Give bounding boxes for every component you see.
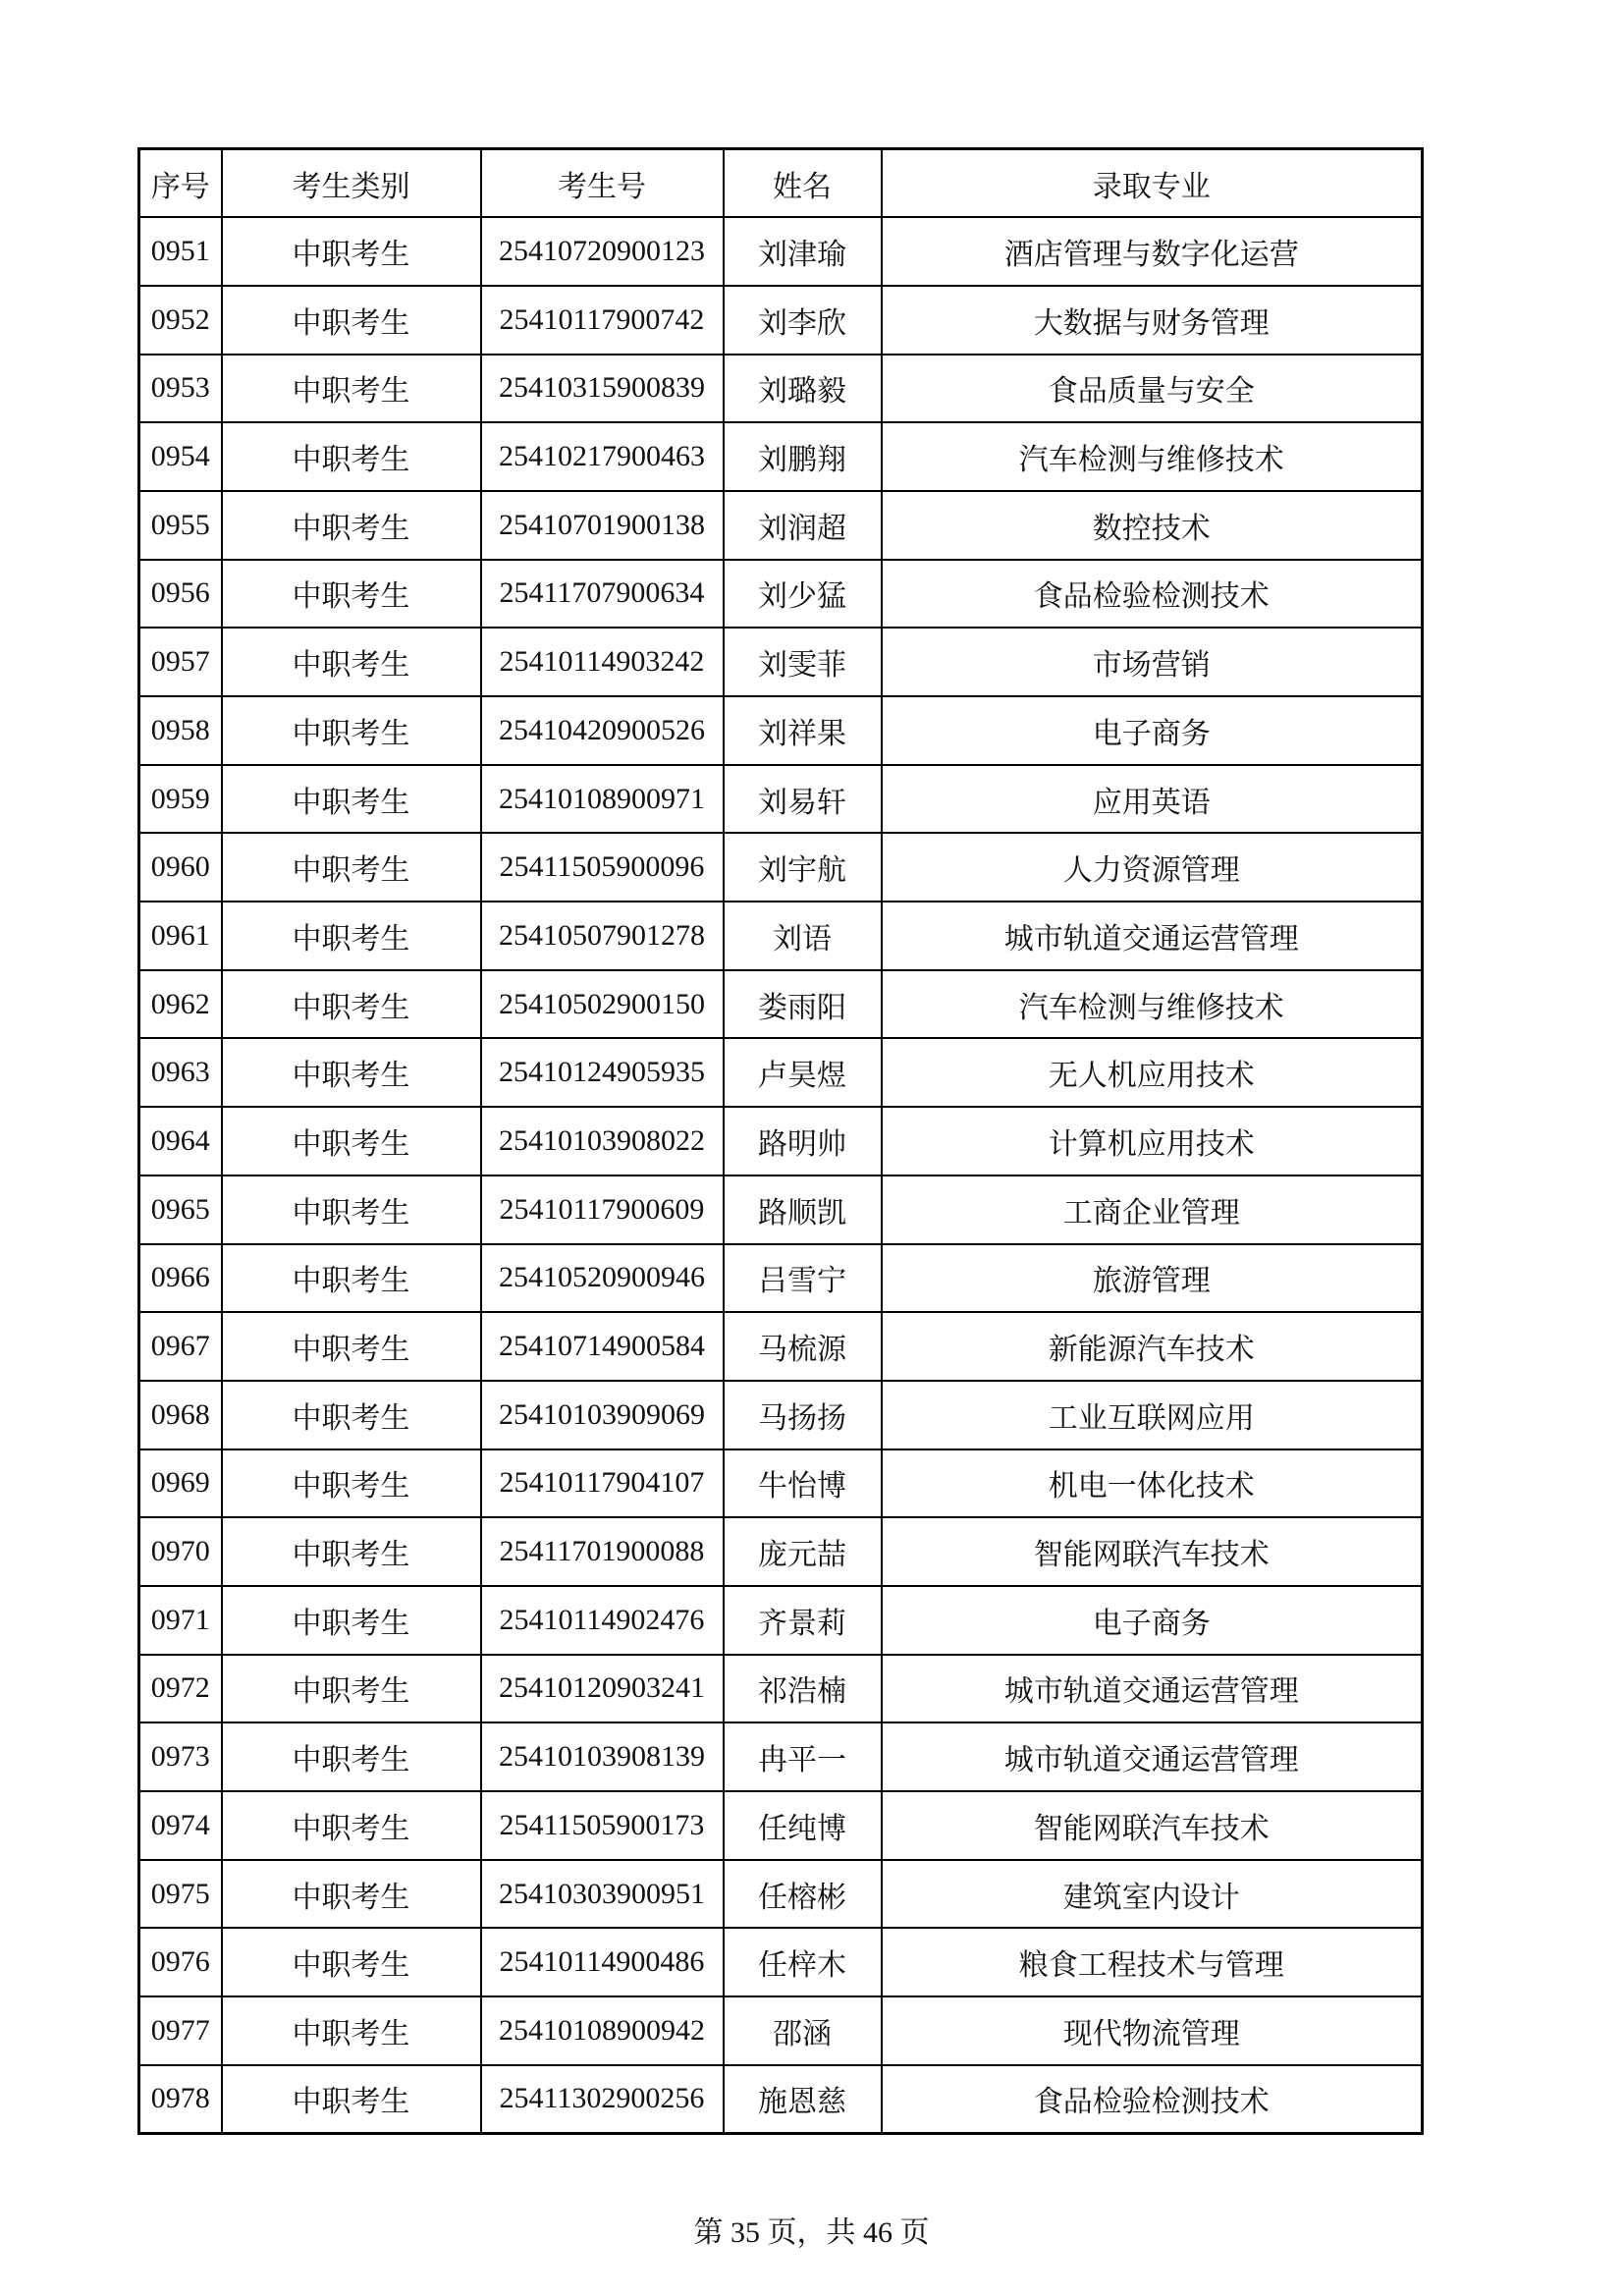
seq-cell: 0970 (139, 1517, 222, 1586)
exam-no-cell: 25410103909069 (481, 1381, 724, 1449)
major-cell: 粮食工程技术与管理 (882, 1928, 1423, 1996)
major-cell: 汽车检测与维修技术 (882, 970, 1423, 1039)
name-cell: 刘璐毅 (724, 355, 882, 423)
table-row (139, 696, 1423, 765)
table-row (139, 1722, 1423, 1791)
exam-no-cell: 25410108900971 (481, 765, 724, 834)
exam-no-cell: 25410520900946 (481, 1244, 724, 1313)
table-row (139, 1175, 1423, 1244)
seq-cell: 0953 (139, 355, 222, 423)
table-row (139, 833, 1423, 902)
category-cell: 中职考生 (222, 628, 481, 696)
category-cell: 中职考生 (222, 1312, 481, 1381)
category-cell: 中职考生 (222, 491, 481, 560)
name-cell: 刘语 (724, 902, 882, 970)
category-cell: 中职考生 (222, 1996, 481, 2065)
category-cell: 中职考生 (222, 696, 481, 765)
exam-no-cell: 25410117900609 (481, 1175, 724, 1244)
major-cell: 人力资源管理 (882, 833, 1423, 902)
seq-cell: 0952 (139, 286, 222, 355)
name-cell: 路明帅 (724, 1107, 882, 1175)
exam-no-cell: 25411302900256 (481, 2065, 724, 2134)
name-cell: 祁浩楠 (724, 1655, 882, 1723)
header-category: 考生类别 (222, 149, 481, 218)
exam-no-cell: 25410114902476 (481, 1586, 724, 1655)
seq-cell: 0968 (139, 1381, 222, 1449)
major-cell: 工业互联网应用 (882, 1381, 1423, 1449)
major-cell: 智能网联汽车技术 (882, 1517, 1423, 1586)
major-cell: 电子商务 (882, 1586, 1423, 1655)
major-cell: 现代物流管理 (882, 1996, 1423, 2065)
category-cell: 中职考生 (222, 1038, 481, 1107)
exam-no-cell: 25410507901278 (481, 902, 724, 970)
exam-no-cell: 25410114900486 (481, 1928, 724, 1996)
category-cell: 中职考生 (222, 1860, 481, 1929)
major-cell: 应用英语 (882, 765, 1423, 834)
major-cell: 无人机应用技术 (882, 1038, 1423, 1107)
category-cell: 中职考生 (222, 1722, 481, 1791)
name-cell: 娄雨阳 (724, 970, 882, 1039)
name-cell: 吕雪宁 (724, 1244, 882, 1313)
table-row (139, 2065, 1423, 2134)
table-row (139, 1860, 1423, 1929)
category-cell: 中职考生 (222, 1244, 481, 1313)
seq-cell: 0961 (139, 902, 222, 970)
seq-cell: 0971 (139, 1586, 222, 1655)
category-cell: 中职考生 (222, 1107, 481, 1175)
seq-cell: 0960 (139, 833, 222, 902)
exam-no-cell: 25410114903242 (481, 628, 724, 696)
name-cell: 施恩慈 (724, 2065, 882, 2134)
category-cell: 中职考生 (222, 217, 481, 286)
category-cell: 中职考生 (222, 765, 481, 834)
seq-cell: 0976 (139, 1928, 222, 1996)
header-major: 录取专业 (882, 149, 1423, 218)
exam-no-cell: 25410117900742 (481, 286, 724, 355)
seq-cell: 0967 (139, 1312, 222, 1381)
table-row (139, 355, 1423, 423)
table-row (139, 970, 1423, 1039)
category-cell: 中职考生 (222, 970, 481, 1039)
name-cell: 任榕彬 (724, 1860, 882, 1929)
exam-no-cell: 25410108900942 (481, 1996, 724, 2065)
table-body (139, 217, 1423, 2133)
major-cell: 城市轨道交通运营管理 (882, 902, 1423, 970)
header-name: 姓名 (724, 149, 882, 218)
major-cell: 数控技术 (882, 491, 1423, 560)
category-cell: 中职考生 (222, 560, 481, 629)
name-cell: 刘润超 (724, 491, 882, 560)
exam-no-cell: 25410103908139 (481, 1722, 724, 1791)
category-cell: 中职考生 (222, 2065, 481, 2134)
table-row (139, 1928, 1423, 1996)
name-cell: 刘津瑜 (724, 217, 882, 286)
seq-cell: 0962 (139, 970, 222, 1039)
header-exam-no: 考生号 (481, 149, 724, 218)
seq-cell: 0965 (139, 1175, 222, 1244)
name-cell: 刘鹏翔 (724, 422, 882, 491)
major-cell: 食品检验检测技术 (882, 560, 1423, 629)
exam-no-cell: 25410315900839 (481, 355, 724, 423)
table-row (139, 1244, 1423, 1313)
major-cell: 城市轨道交通运营管理 (882, 1655, 1423, 1723)
seq-cell: 0969 (139, 1449, 222, 1518)
name-cell: 刘雯菲 (724, 628, 882, 696)
table-row (139, 286, 1423, 355)
table-row (139, 1586, 1423, 1655)
table-row (139, 1038, 1423, 1107)
header-seq: 序号 (139, 149, 222, 218)
table-row (139, 1655, 1423, 1723)
major-cell: 机电一体化技术 (882, 1449, 1423, 1518)
seq-cell: 0959 (139, 765, 222, 834)
seq-cell: 0975 (139, 1860, 222, 1929)
seq-cell: 0958 (139, 696, 222, 765)
exam-no-cell: 25410701900138 (481, 491, 724, 560)
major-cell: 智能网联汽车技术 (882, 1791, 1423, 1860)
exam-no-cell: 25410720900123 (481, 217, 724, 286)
name-cell: 刘祥果 (724, 696, 882, 765)
category-cell: 中职考生 (222, 1381, 481, 1449)
exam-no-cell: 25410303900951 (481, 1860, 724, 1929)
exam-no-cell: 25410217900463 (481, 422, 724, 491)
table-row (139, 1996, 1423, 2065)
name-cell: 牛怡博 (724, 1449, 882, 1518)
exam-no-cell: 25410120903241 (481, 1655, 724, 1723)
seq-cell: 0954 (139, 422, 222, 491)
seq-cell: 0977 (139, 1996, 222, 2065)
major-cell: 酒店管理与数字化运营 (882, 217, 1423, 286)
name-cell: 路顺凯 (724, 1175, 882, 1244)
name-cell: 冉平一 (724, 1722, 882, 1791)
major-cell: 建筑室内设计 (882, 1860, 1423, 1929)
seq-cell: 0956 (139, 560, 222, 629)
major-cell: 城市轨道交通运营管理 (882, 1722, 1423, 1791)
major-cell: 计算机应用技术 (882, 1107, 1423, 1175)
name-cell: 任纯博 (724, 1791, 882, 1860)
major-cell: 食品质量与安全 (882, 355, 1423, 423)
header-row (139, 149, 1423, 218)
category-cell: 中职考生 (222, 1928, 481, 1996)
category-cell: 中职考生 (222, 1655, 481, 1723)
seq-cell: 0964 (139, 1107, 222, 1175)
table-row (139, 628, 1423, 696)
admission-table (137, 147, 1424, 2135)
major-cell: 旅游管理 (882, 1244, 1423, 1313)
table-row (139, 1517, 1423, 1586)
major-cell: 工商企业管理 (882, 1175, 1423, 1244)
exam-no-cell: 25411505900096 (481, 833, 724, 902)
name-cell: 刘易轩 (724, 765, 882, 834)
name-cell: 刘李欣 (724, 286, 882, 355)
name-cell: 马梳源 (724, 1312, 882, 1381)
name-cell: 马扬扬 (724, 1381, 882, 1449)
exam-no-cell: 25410103908022 (481, 1107, 724, 1175)
major-cell: 新能源汽车技术 (882, 1312, 1423, 1381)
name-cell: 卢昊煜 (724, 1038, 882, 1107)
major-cell: 食品检验检测技术 (882, 2065, 1423, 2134)
major-cell: 市场营销 (882, 628, 1423, 696)
category-cell: 中职考生 (222, 1791, 481, 1860)
name-cell: 庞元喆 (724, 1517, 882, 1586)
table-row (139, 1312, 1423, 1381)
table-row (139, 902, 1423, 970)
exam-no-cell: 25411707900634 (481, 560, 724, 629)
name-cell: 刘少猛 (724, 560, 882, 629)
table-row (139, 217, 1423, 286)
major-cell: 大数据与财务管理 (882, 286, 1423, 355)
table-row (139, 1791, 1423, 1860)
category-cell: 中职考生 (222, 1586, 481, 1655)
exam-no-cell: 25410117904107 (481, 1449, 724, 1518)
name-cell: 任梓木 (724, 1928, 882, 1996)
table-row (139, 422, 1423, 491)
category-cell: 中职考生 (222, 1517, 481, 1586)
exam-no-cell: 25411505900173 (481, 1791, 724, 1860)
table-row (139, 1449, 1423, 1518)
name-cell: 齐景莉 (724, 1586, 882, 1655)
exam-no-cell: 25410420900526 (481, 696, 724, 765)
seq-cell: 0978 (139, 2065, 222, 2134)
major-cell: 电子商务 (882, 696, 1423, 765)
table-row (139, 1107, 1423, 1175)
category-cell: 中职考生 (222, 286, 481, 355)
page-number-text: 第 35 页，共 46 页 (693, 2216, 930, 2249)
seq-cell: 0973 (139, 1722, 222, 1791)
seq-cell: 0974 (139, 1791, 222, 1860)
exam-no-cell: 25410502900150 (481, 970, 724, 1039)
exam-no-cell: 25410124905935 (481, 1038, 724, 1107)
category-cell: 中职考生 (222, 422, 481, 491)
exam-no-cell: 25411701900088 (481, 1517, 724, 1586)
category-cell: 中职考生 (222, 355, 481, 423)
exam-no-cell: 25410714900584 (481, 1312, 724, 1381)
table-row (139, 1381, 1423, 1449)
table-header (139, 149, 1423, 218)
seq-cell: 0963 (139, 1038, 222, 1107)
table-row (139, 491, 1423, 560)
category-cell: 中职考生 (222, 1449, 481, 1518)
seq-cell: 0972 (139, 1655, 222, 1723)
category-cell: 中职考生 (222, 902, 481, 970)
table-row (139, 560, 1423, 629)
seq-cell: 0955 (139, 491, 222, 560)
name-cell: 刘宇航 (724, 833, 882, 902)
seq-cell: 0957 (139, 628, 222, 696)
major-cell: 汽车检测与维修技术 (882, 422, 1423, 491)
category-cell: 中职考生 (222, 1175, 481, 1244)
category-cell: 中职考生 (222, 833, 481, 902)
seq-cell: 0951 (139, 217, 222, 286)
table-row (139, 765, 1423, 834)
seq-cell: 0966 (139, 1244, 222, 1313)
name-cell: 邵涵 (724, 1996, 882, 2065)
page-footer (0, 2208, 1623, 2251)
